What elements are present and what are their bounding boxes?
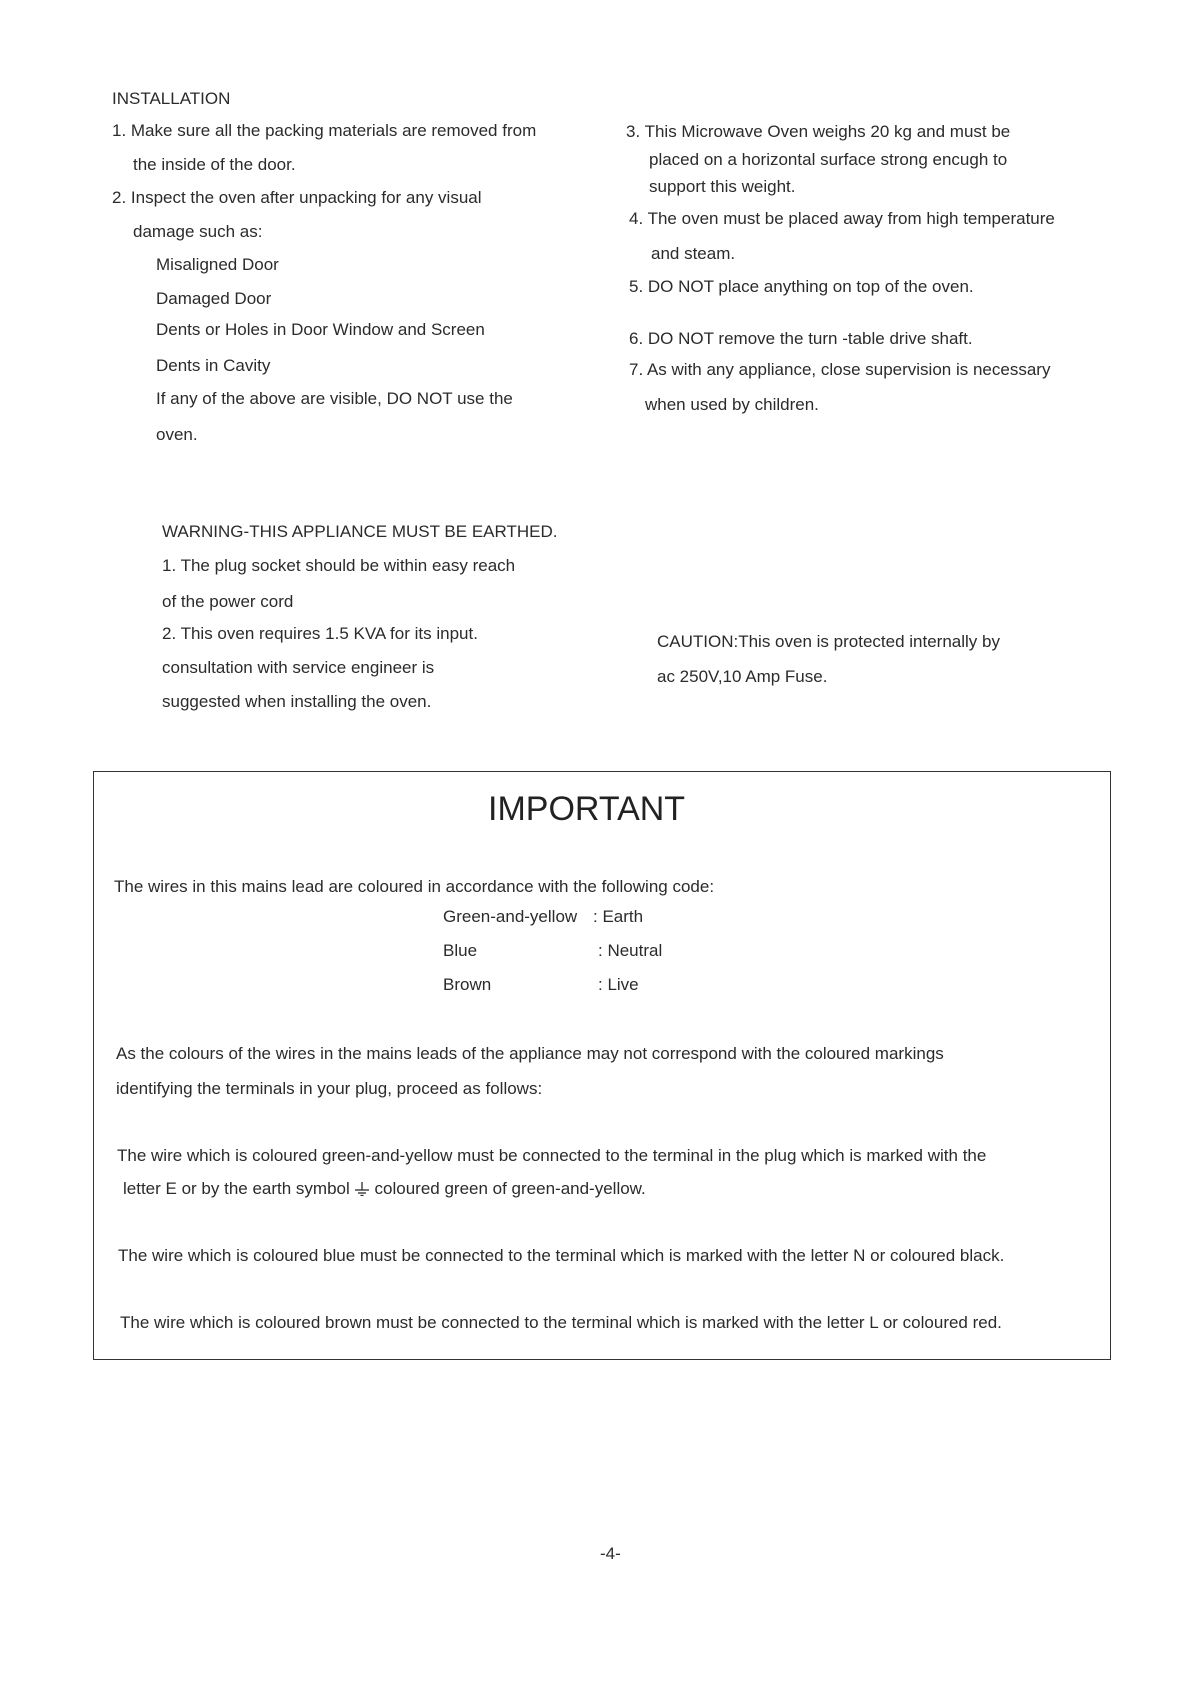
paragraph-2-line-1: The wire which is coloured green-and-yellow must be connected to the terminal in the plug which is marked with the [117, 1146, 987, 1165]
installation-item-7-line-1: 7. As with any appliance, close supervision is necessary [629, 360, 1051, 379]
damage-item: Misaligned Door [156, 255, 279, 274]
paragraph-2-line-2-start: letter E or by the earth symbol [123, 1179, 350, 1198]
warning-heading: WARNING-THIS APPLIANCE MUST BE EARTHED. [162, 522, 558, 541]
damage-item: Dents in Cavity [156, 356, 271, 375]
installation-item-1-line-1: 1. Make sure all the packing materials are removed from [112, 121, 537, 140]
installation-item-4-line-2: and steam. [651, 244, 736, 263]
installation-item-3-line-2: placed on a horizontal surface strong encugh to [649, 150, 1008, 169]
code-colour-neutral: Blue [443, 941, 478, 960]
installation-heading: INSTALLATION [112, 89, 231, 108]
warning-line-1: 1. The plug socket should be within easy reach [162, 556, 516, 575]
code-colour-earth: Green-and-yellow [443, 907, 578, 926]
installation-item-3-line-1: 3. This Microwave Oven weighs 20 kg and must be [626, 122, 1011, 141]
installation-item-6: 6. DO NOT remove the turn -table drive shaft. [629, 329, 973, 348]
damage-item: Damaged Door [156, 289, 272, 308]
visible-warning-line-2: oven. [156, 425, 198, 444]
paragraph-4: The wire which is coloured brown must be connected to the terminal which is marked with the letter L or coloured red. [120, 1313, 1002, 1332]
code-meaning-neutral: : Neutral [598, 941, 663, 960]
paragraph-2-line-2-end: coloured green of green-and-yellow. [374, 1179, 646, 1198]
important-intro: The wires in this mains lead are coloured in accordance with the following code: [114, 877, 715, 896]
installation-item-1-line-2: the inside of the door. [133, 155, 296, 174]
important-box [93, 771, 1111, 1360]
paragraph-2-line-2 [123, 1180, 646, 1197]
caution-line-1: CAUTION:This oven is protected internally by [657, 632, 1000, 651]
paragraph-1-line-2: identifying the terminals in your plug, proceed as follows: [116, 1079, 543, 1098]
damage-item: Dents or Holes in Door Window and Screen [156, 320, 485, 339]
code-meaning-earth: : Earth [593, 907, 644, 926]
code-meaning-live: : Live [598, 975, 639, 994]
visible-warning-line-1: If any of the above are visible, DO NOT use the [156, 389, 513, 408]
code-colour-live: Brown [443, 975, 492, 994]
installation-item-2-line-2: damage such as: [133, 222, 263, 241]
installation-item-4-line-1: 4. The oven must be placed away from high temperature [629, 209, 1055, 228]
important-title: IMPORTANT [488, 790, 686, 828]
page-number: -4- [600, 1544, 621, 1563]
warning-line-3: 2. This oven requires 1.5 KVA for its input. [162, 624, 478, 643]
caution-line-2: ac 250V,10 Amp Fuse. [657, 667, 828, 686]
installation-item-5: 5. DO NOT place anything on top of the oven. [629, 277, 974, 296]
installation-item-3-line-3: support this weight. [649, 177, 796, 196]
warning-line-2: of the power cord [162, 592, 294, 611]
paragraph-1-line-1: As the colours of the wires in the mains leads of the appliance may not correspond with the coloured markings [116, 1044, 944, 1063]
paragraph-3: The wire which is coloured blue must be connected to the terminal which is marked with the letter N or coloured black. [118, 1246, 1005, 1265]
earth-symbol-icon [354, 1182, 370, 1196]
warning-line-5: suggested when installing the oven. [162, 692, 432, 711]
installation-item-7-line-2: when used by children. [645, 395, 819, 414]
installation-item-2-line-1: 2. Inspect the oven after unpacking for any visual [112, 188, 482, 207]
warning-line-4: consultation with service engineer is [162, 658, 435, 677]
